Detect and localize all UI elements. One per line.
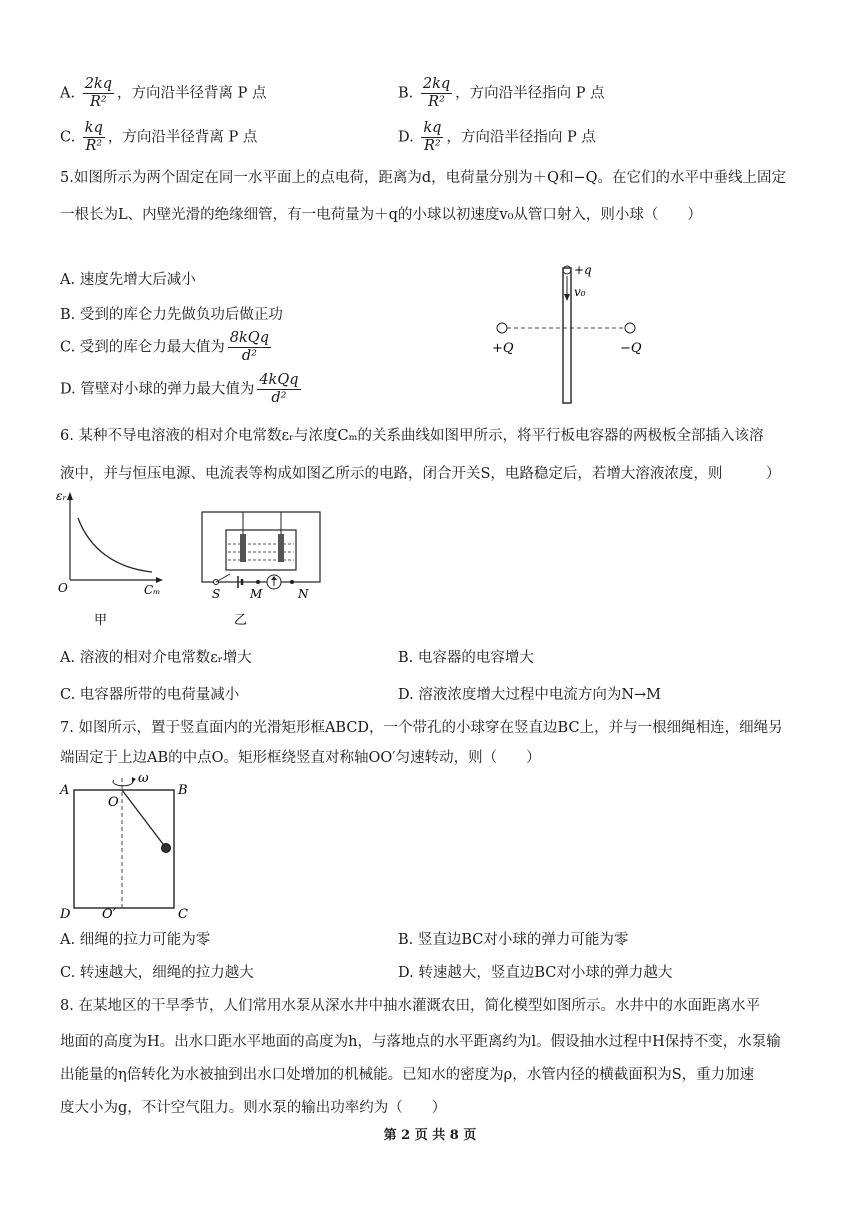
q6-option-b: B. 电容器的电容增大	[398, 650, 534, 666]
q6-plate-left	[240, 534, 246, 562]
q6-y-label: εᵣ	[56, 489, 67, 503]
q6-figure-jia	[56, 488, 166, 628]
q5-positive-charge	[497, 323, 507, 333]
q7-option-d: D. 转速越大，竖直边BC对小球的弹力越大	[398, 965, 673, 981]
q5-negative-charge	[625, 323, 635, 333]
q7-figure	[56, 768, 196, 928]
q6-option-a: A. 溶液的相对介电常数εᵣ增大	[60, 650, 252, 666]
q5-left-label: +Q	[492, 341, 514, 356]
q7-label-d: D	[60, 907, 71, 922]
page-footer: 第 2 页 共 8 页	[383, 1128, 477, 1143]
q5-q-label: +q	[574, 263, 592, 277]
q7-option-b: B. 竖直边BC对小球的弹力可能为零	[398, 932, 629, 948]
q6-figure-yi	[190, 500, 330, 630]
q7-ball	[162, 844, 171, 853]
q6-n-label: N	[298, 587, 309, 601]
q6-switch	[216, 574, 230, 582]
q4-a-fraction: $\frac{2kq}{\text{R²}}$	[84, 76, 112, 110]
q4-c-fraction: $\frac{kq}{\text{R²}}$	[84, 120, 103, 154]
q5-c-fraction: $\frac{\text{8kQq}}{\text{d²}}$	[229, 330, 269, 364]
q4-option-c: C. $\frac{kq}{\text{R²}}$ ，方向沿半径背离 P 点	[60, 120, 258, 154]
q4-option-b: B. $\frac{2kq}{\text{R²}}$ ，方向沿半径指向 P 点	[398, 76, 605, 110]
q7-option-a: A. 细绳的拉力可能为零	[60, 932, 211, 948]
q5-option-c: C. 受到的库仑力最大值为 $\frac{\text{8kQq}}{\text{d²}}$	[60, 330, 269, 364]
q5-option-d: D. 管壁对小球的弹力最大值为 $\frac{\text{4kQq}}{\text{d²}}$	[60, 372, 299, 406]
q6-beaker	[226, 530, 296, 570]
q8-stem-3: 出能量的η倍转化为水被抽到出水口处增加的机械能。已知水的密度为ρ，水管内径的横截面积为S，重力加速	[60, 1067, 755, 1083]
q6-s-label: S	[212, 587, 221, 601]
q8-stem-4: 度大小为g，不计空气阻力。则水泵的输出功率约为（ ）	[60, 1100, 447, 1116]
q5-v-label: v₀	[574, 285, 586, 299]
q4-option-d: D. $\frac{kq}{\text{R²}}$ ，方向沿半径指向 P 点	[398, 120, 596, 154]
q7-stem-1: 7. 如图所示，置于竖直面内的光滑矩形框ABCD，一个带孔的小球穿在竖直边BC上，并与一根细绳相连，细绳另	[60, 720, 783, 736]
q4-d-fraction: $\frac{kq}{\text{R²}}$	[423, 120, 442, 154]
q4-option-a: A. $\frac{2kq}{\text{R²}}$ ，方向沿半径背离 P 点	[60, 76, 267, 110]
q8-stem-1: 8. 在某地区的干旱季节，人们常用水泵从深水井中抽水灌溉农田，简化模型如图所示。水井中的水面距离水平	[60, 998, 760, 1014]
q7-string	[122, 790, 166, 848]
q6-m-label: M	[250, 587, 263, 601]
q6-option-d: D. 溶液浓度增大过程中电流方向为N→M	[398, 687, 662, 703]
q6-origin-label: O	[58, 581, 68, 595]
q5-d-fraction: $\frac{\text{4kQq}}{\text{d²}}$	[259, 372, 299, 406]
q5-figure	[480, 256, 660, 406]
q6-caption-yi: 乙	[234, 613, 248, 628]
q6-x-label: Cₘ	[144, 583, 161, 597]
q5-stem-2: 一根长为L、内壁光滑的绝缘细管，有一电荷量为＋q的小球以初速度v₀从管口射入，则小球（ ）	[60, 207, 702, 223]
q7-label-o: O	[108, 795, 119, 810]
q5-stem-1: 5.如图所示为两个固定在同一水平面上的点电荷，距离为d，电荷量分别为＋Q和−Q。在它们的水平中垂线上固定	[60, 170, 787, 186]
q6-curve	[78, 518, 152, 572]
q6-plate-right	[278, 534, 284, 562]
q7-stem-2: 端固定于上边AB的中点O。矩形框绕竖直对称轴OO′匀速转动，则（ ）	[60, 750, 541, 766]
q5-option-a: A. 速度先增大后减小	[60, 272, 196, 288]
q5-ball	[563, 266, 571, 274]
q6-caption-jia: 甲	[94, 613, 108, 628]
q8-stem-2: 地面的高度为H。出水口距水平地面的高度为h，与落地点的水平距离约为l。假设抽水过程中H保持不变，水泵输	[60, 1034, 781, 1050]
q4-b-fraction: $\frac{2kq}{\text{R²}}$	[422, 76, 451, 110]
q7-label-omega: ω	[138, 771, 149, 786]
q6-stem-1: 6. 某种不导电溶液的相对介电常数εᵣ与浓度Cₘ的关系曲线如图甲所示，将平行板电容器的两极板全部插入该溶	[60, 428, 764, 444]
q7-frame	[74, 790, 174, 908]
q6-option-c: C. 电容器所带的电荷量减小	[60, 687, 240, 703]
q7-label-a: A	[60, 783, 70, 798]
q6-stem-2: 液中，并与恒压电源、电流表等构成如图乙所示的电路，闭合开关S，电路稳定后，若增大溶液浓度，则 ）	[60, 466, 781, 482]
q5-option-b: B. 受到的库仑力先做负功后做正功	[60, 307, 283, 323]
q7-label-c: C	[178, 907, 188, 922]
q7-label-b: B	[178, 783, 188, 798]
q5-right-label: −Q	[620, 341, 642, 356]
q7-option-c: C. 转速越大，细绳的拉力越大	[60, 965, 254, 981]
q7-label-o2: O′	[102, 907, 116, 922]
